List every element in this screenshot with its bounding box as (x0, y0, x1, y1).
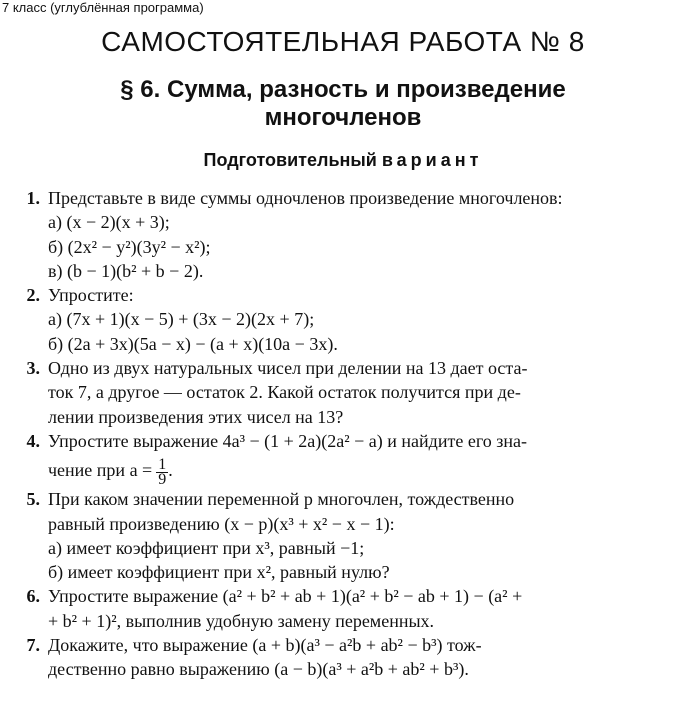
task-number: 7. (26, 635, 40, 656)
section-heading-line2: многочленов (264, 104, 422, 131)
task-2 (12, 283, 676, 356)
task-text-line: б) (2x² − y²)(3y² − x²); (48, 236, 211, 257)
task-number: 3. (26, 358, 40, 379)
task-list (12, 186, 676, 682)
fraction-denominator: 9 (158, 470, 167, 488)
variant-word: вариант (381, 150, 483, 170)
task-text-line: равный произведению (x − p)(x³ + x² − x − 1): (48, 513, 395, 534)
task-text-line: Упростите выражение 4a³ − (1 + 2a)(2a² − a) и найдите его зна- (48, 430, 527, 451)
task-text-line: б) имеет коэффициент при x², равный нулю? (48, 562, 390, 583)
task-text-line: + b² + 1)², выполнив удобную замену переменных. (48, 610, 435, 631)
task-5 (12, 487, 676, 584)
task-number: 4. (26, 430, 40, 451)
task-text-line: Упростите выражение (a² + b² + ab + 1)(a² + b² − ab + 1) − (a² + (48, 586, 523, 607)
task-text-line: дественно равно выражению (a − b)(a³ + a²b + ab² + b³). (48, 659, 469, 680)
task-text-line: Докажите, что выражение (a + b)(a³ − a²b + ab² − b³) тож- (48, 635, 482, 656)
fraction-numerator: 1 (158, 455, 167, 473)
task-text-line: Представьте в виде суммы одночленов произведение многочленов: (48, 188, 563, 208)
variant-heading (0, 150, 686, 171)
task-text-line: лении произведения этих чисел на 13? (48, 406, 344, 427)
task-text-line: При каком значении переменной p многочлен, тождественно (48, 489, 515, 510)
task-3 (12, 356, 676, 429)
task-text-line: а) имеет коэффициент при x³, равный −1; (48, 537, 365, 558)
task-text-segment: . (168, 460, 173, 481)
section-heading-line1: § 6. Сумма, разность и произведение (120, 76, 566, 103)
variant-label: Подготовительный (203, 150, 377, 170)
task-7 (12, 633, 676, 682)
task-number: 1. (26, 188, 40, 208)
task-text-segment: чение при a = (48, 460, 153, 481)
task-text-line: в) (b − 1)(b² + b − 2). (48, 260, 204, 281)
task-text-line (48, 453, 676, 487)
task-text-line: Одно из двух натуральных чисел при делении на 13 дает оста- (48, 358, 528, 379)
task-1 (12, 186, 676, 283)
page-caption: 7 класс (углублённая программа) (2, 0, 204, 15)
fraction (156, 455, 168, 488)
task-text-line: а) (7x + 1)(x − 5) + (3x − 2)(2x + 7); (48, 309, 315, 330)
task-text-line: б) (2a + 3x)(5a − x) − (a + x)(10a − 3x). (48, 333, 338, 354)
task-number: 6. (26, 586, 40, 607)
task-6 (12, 584, 676, 633)
section-heading (0, 76, 686, 132)
task-4 (12, 429, 676, 487)
task-text-line: Упростите: (48, 285, 134, 306)
task-number: 2. (26, 285, 40, 306)
task-text-line: а) (x − 2)(x + 3); (48, 212, 170, 233)
page-title: САМОСТОЯТЕЛЬНАЯ РАБОТА № 8 (101, 26, 585, 57)
task-number: 5. (26, 489, 40, 510)
task-text-line: ток 7, а другое — остаток 2. Какой остаток получится при де- (48, 382, 521, 403)
